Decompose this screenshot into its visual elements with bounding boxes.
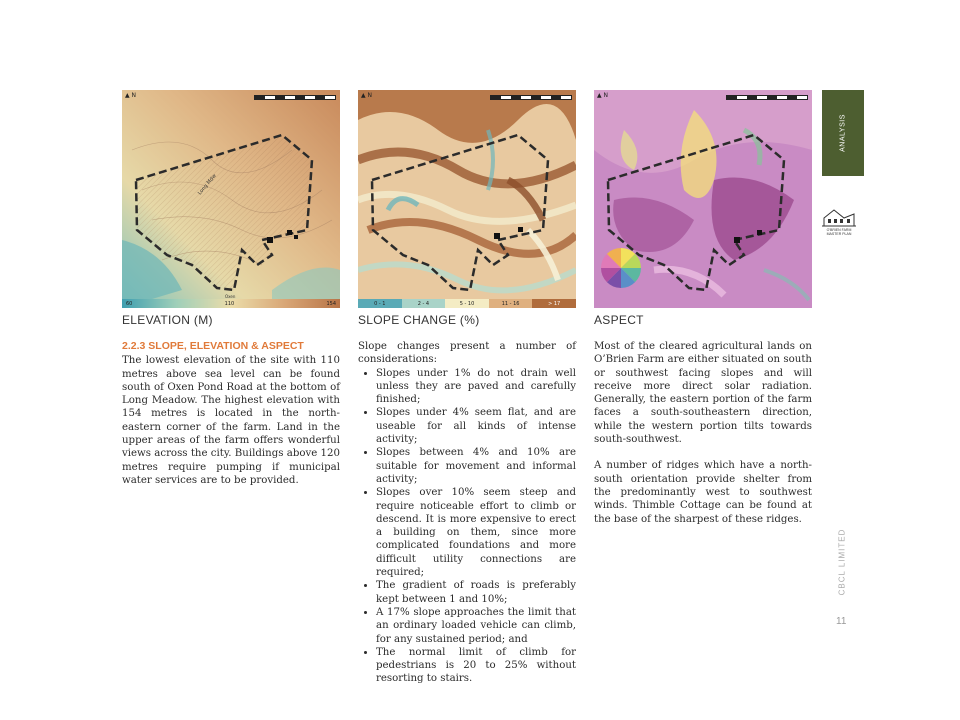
legend-swatch: 11 - 16 bbox=[489, 299, 533, 308]
body-paragraph: Most of the cleared agricultural lands on O’Brien Farm are either situated on south or southwest facing slopes and will receive more direct solar radiation. Generally, the eastern portion of the farm faces a south-southeastern direction, while the western portion tilts towards south-southwest. bbox=[594, 341, 812, 446]
slope-considerations-list bbox=[358, 367, 576, 686]
list-item: • The gradient of roads is preferably kept between 1 and 10%; bbox=[376, 579, 576, 606]
slope-change-map bbox=[358, 90, 576, 308]
list-item: • Slopes under 1% do not drain well unless they are paved and carefully finished; bbox=[376, 367, 576, 407]
list-item: • The normal limit of climb for pedestrians is 20 to 25% without resorting to stairs. bbox=[376, 646, 576, 686]
list-item: • Slopes between 4% and 10% are suitable for movement and informal activity; bbox=[376, 446, 576, 486]
body-paragraph: Slope changes present a number of considerations: bbox=[358, 341, 576, 366]
map-caption-slope: SLOPE CHANGE (%) bbox=[358, 313, 480, 327]
elevation-legend bbox=[122, 299, 340, 308]
column-aspect bbox=[594, 340, 812, 526]
legend-swatch: 5 - 10 bbox=[445, 299, 489, 308]
section-tab-label: ANALYSIS bbox=[839, 114, 847, 152]
scale-bar bbox=[254, 95, 336, 100]
column-slope bbox=[358, 340, 576, 686]
page-number: 11 bbox=[836, 616, 847, 627]
road-label: Long Mdw bbox=[196, 173, 218, 197]
logo-text: O'BRIEN FARM MASTER PLAN bbox=[826, 228, 852, 236]
aspect-compass-icon bbox=[601, 248, 641, 288]
elevation-map bbox=[122, 90, 340, 308]
legend-swatch: 2 - 4 bbox=[402, 299, 446, 308]
column-elevation bbox=[122, 340, 340, 487]
north-arrow-icon: ▲ N bbox=[597, 92, 609, 99]
road-label-bottom: Oxen bbox=[225, 294, 236, 299]
list-item: • Slopes under 4% seem flat, and are useable for all kinds of intense activity; bbox=[376, 406, 576, 446]
map-caption-elevation: ELEVATION (M) bbox=[122, 313, 213, 327]
legend-swatch: > 17 bbox=[532, 299, 576, 308]
body-paragraph: A number of ridges which have a north-south orientation provide shelter from the predominantly west to southwest winds. Thimble Cottage can be found at the base of the sharpest of these ridges. bbox=[594, 460, 812, 525]
list-item: • Slopes over 10% seem steep and require noticeable effort to climb or descend. It is more expensive to erect a building on them, since more complicated foundations and more difficult utility connections are required; bbox=[376, 486, 576, 579]
legend-swatch: 0 - 1 bbox=[358, 299, 402, 308]
section-heading: 2.2.3 SLOPE, ELEVATION & ASPECT bbox=[122, 340, 304, 352]
section-tab[interactable] bbox=[822, 90, 864, 176]
slope-legend bbox=[358, 299, 576, 308]
list-item: • A 17% slope approaches the limit that an ordinary loaded vehicle can climb, for any sustained period; and bbox=[376, 606, 576, 646]
scale-bar bbox=[490, 95, 572, 100]
aspect-map bbox=[594, 90, 812, 308]
north-arrow-icon: ▲ N bbox=[361, 92, 373, 99]
legend-label: 154 bbox=[326, 300, 336, 307]
legend-label: 110 bbox=[224, 300, 235, 307]
company-name: CBCL LIMITED bbox=[837, 528, 847, 596]
north-arrow-icon: ▲ N bbox=[125, 92, 137, 99]
scale-bar bbox=[726, 95, 808, 100]
map-caption-aspect: ASPECT bbox=[594, 313, 644, 327]
body-paragraph: The lowest elevation of the site with 110 metres above sea level can be found south of Oxen Pond Road at the bottom of Long Meadow. The highest elevation with 154 metres is located in the north-eastern corner of the farm. Land in the upper areas of the farm offers wonderful views across the city. Buildings above 120 metres require pumping if municipal water services are to be provided. bbox=[122, 355, 340, 486]
legend-label: 60 bbox=[126, 300, 133, 307]
